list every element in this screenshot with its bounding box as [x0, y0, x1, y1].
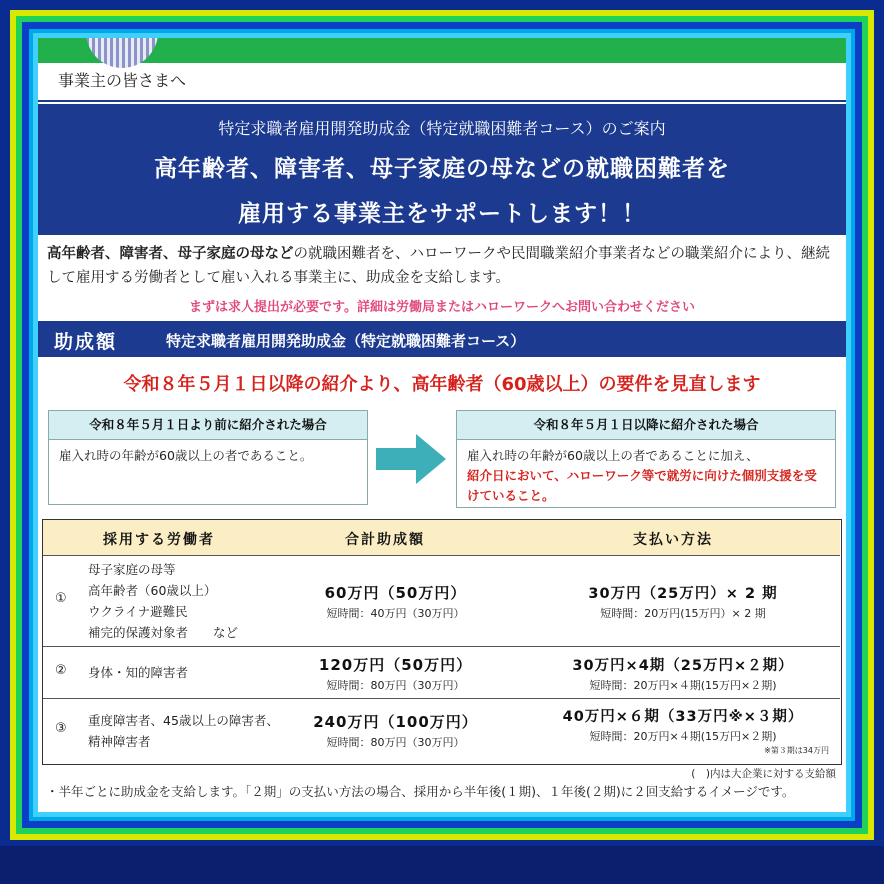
change-headline: 令和８年５月１日以降の紹介より、高年齢者（60歳以上）の要件を見直します — [123, 374, 761, 395]
row-workers — [88, 710, 279, 752]
after-box — [456, 410, 836, 508]
footer-note: ・半年ごとに助成金を支給します。「２期」の支払い方法の場合、採用から半年後(１期)、１年後(２期)に２回支給するイメージです。 — [46, 784, 795, 799]
payment-main: 30万円×4期（25万円×２期） — [572, 658, 794, 674]
row-number: ① — [55, 591, 67, 606]
amount-main: 60万円（50万円） — [324, 584, 467, 602]
after-box-text: 雇入れ時の年齢が60歳以上の者であることに加え、 — [467, 448, 759, 463]
row-amount — [273, 654, 518, 693]
table-row — [43, 699, 840, 763]
row-number: ③ — [55, 721, 67, 736]
row-amount — [273, 582, 518, 621]
hero-banner — [38, 104, 846, 235]
worker-item: 精神障害者 — [88, 734, 151, 749]
row-payment — [533, 654, 833, 693]
hero-headline-1: 高年齢者、障害者、母子家庭の母などの就職困難者を — [154, 156, 730, 182]
header-amount: 合計助成額 — [345, 532, 425, 548]
worker-item: ウクライナ避難民 — [88, 604, 188, 619]
header-divider — [38, 100, 846, 102]
amount-short: 短時間：80万円（30万円） — [326, 679, 465, 692]
after-box-red-text: 紹介日において、ハローワーク等で就労に向けた個別支援を受けていること。 — [467, 468, 817, 503]
payment-short: 短時間：20万円×４期(15万円×２期) — [589, 679, 777, 692]
header-workers: 採用する労働者 — [103, 532, 215, 548]
worker-item: 重度障害者、45歳以上の障害者、 — [88, 713, 279, 728]
row-payment — [533, 582, 833, 621]
hero-headline-2: 雇用する事業主をサポートします！！ — [238, 201, 646, 227]
payment-note: ※第３期は34万円 — [764, 746, 829, 755]
worker-item: 身体・知的障害者 — [88, 665, 189, 680]
section-subtitle: 特定求職者雇用開発助成金（特定就職困難者コース） — [166, 332, 526, 350]
row-workers — [88, 662, 188, 683]
amount-short: 短時間：80万円（30万円） — [326, 736, 465, 749]
row-amount — [273, 711, 518, 750]
amount-main: 240万円（100万円） — [313, 713, 478, 731]
hero-subtitle: 特定求職者雇用開発助成金（特定就職困難者コース）のご案内 — [218, 119, 666, 138]
inquiry-notice: まずは求人提出が必要です。詳細は労働局またはハローワークへお問い合わせください — [189, 300, 695, 315]
table-note: ( )内は大企業に対する支給額 — [691, 768, 836, 780]
before-box — [48, 410, 368, 505]
row-number: ② — [55, 663, 67, 678]
intro-rest: の就職困難者を、ハローワークや民間職業紹介事業者などの職業紹介により、継続して雇用する労働者として雇い入れる事業主に、助成金を支給します。 — [47, 246, 830, 286]
intro-text — [47, 242, 839, 290]
top-green-bar — [38, 38, 846, 63]
greeting: 事業主の皆さまへ — [58, 71, 187, 90]
subsidy-table — [42, 519, 842, 765]
ministry-logo — [86, 38, 158, 68]
worker-item: 母子家庭の母等 — [88, 562, 176, 577]
table-row — [43, 556, 840, 647]
worker-item: 補完的保護対象者 など — [88, 625, 239, 640]
row-payment — [533, 705, 833, 756]
before-box-body: 雇入れ時の年齢が60歳以上の者であること。 — [59, 448, 313, 463]
worker-item: 高年齢者（60歳以上） — [88, 583, 217, 598]
before-box-header: 令和８年５月１日より前に紹介された場合 — [49, 411, 367, 440]
after-box-body — [457, 440, 835, 512]
table-row — [43, 647, 840, 699]
payment-short: 短時間：20万円(15万円）× 2 期 — [600, 607, 766, 620]
table-header — [43, 520, 840, 556]
after-box-header: 令和８年５月１日以降に紹介された場合 — [457, 411, 835, 440]
section-header — [38, 321, 846, 357]
flyer-page — [38, 38, 846, 812]
arrow-right-icon — [376, 434, 446, 484]
bottom-band — [0, 846, 884, 884]
header-payment: 支払い方法 — [633, 532, 713, 548]
payment-main: 30万円（25万円）× 2 期 — [588, 586, 778, 602]
payment-main: 40万円×６期（33万円※×３期） — [562, 709, 804, 725]
amount-main: 120万円（50万円） — [318, 656, 473, 674]
amount-short: 短時間：40万円（30万円） — [326, 607, 465, 620]
row-workers — [88, 559, 238, 643]
payment-short: 短時間：20万円×４期(15万円×２期) — [589, 730, 777, 743]
intro-bold: 高年齢者、障害者、母子家庭の母など — [47, 246, 294, 262]
section-title: 助成額 — [54, 331, 118, 353]
